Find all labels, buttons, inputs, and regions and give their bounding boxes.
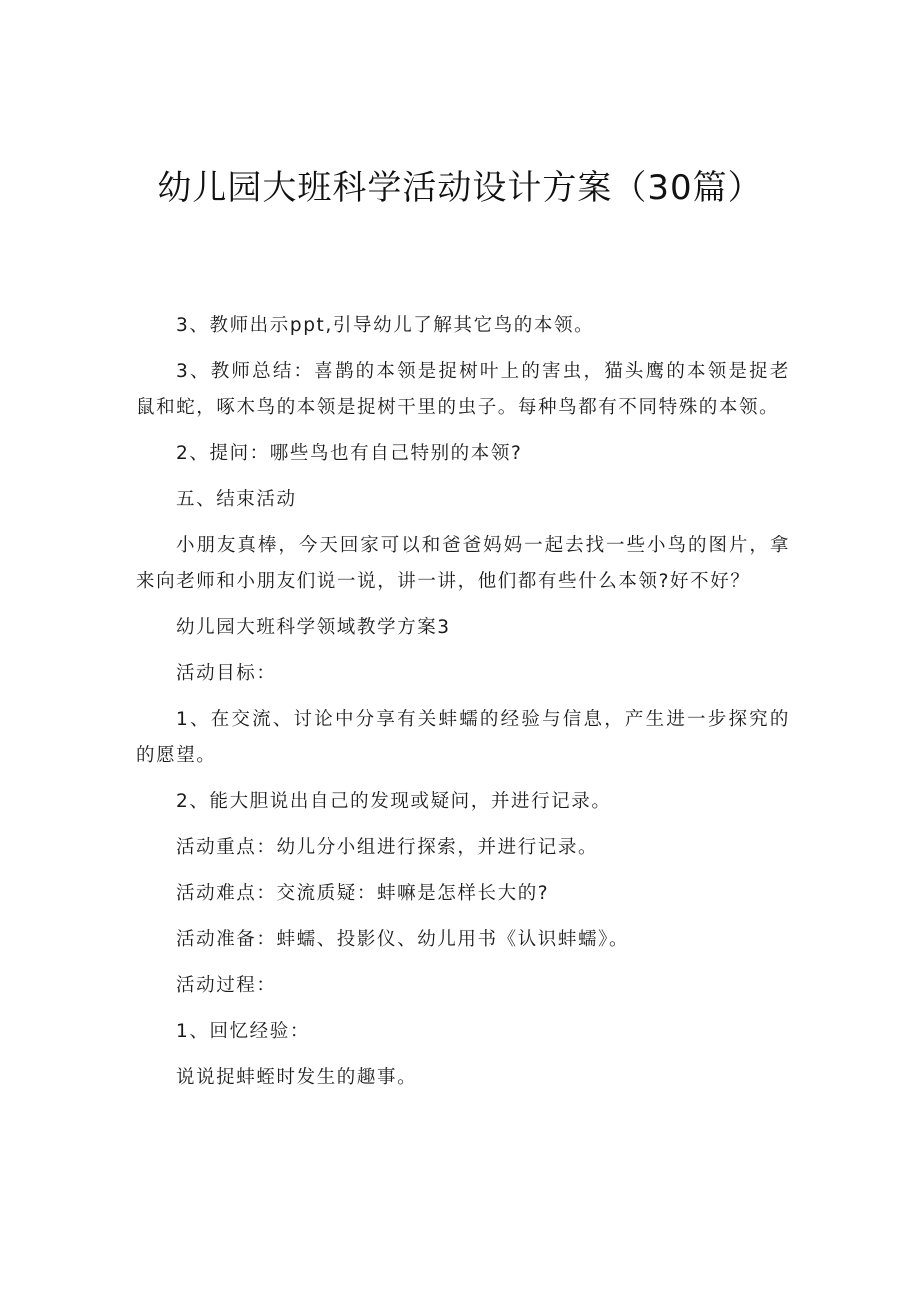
paragraph: 1、在交流、讨论中分享有关蚌蠕的经验与信息，产生进一步探究的的愿望。 [136, 709, 790, 766]
paragraph: 活动过程： [176, 975, 277, 996]
paragraph: 活动准备：蚌蠕、投影仪、幼儿用书《认识蚌蠕》。 [176, 929, 630, 950]
section-heading: 五、结束活动 [176, 489, 297, 510]
section-heading: 幼儿园大班科学领域教学方案3 [176, 617, 451, 638]
paragraph: 1、回忆经验： [176, 1021, 310, 1042]
paragraph: 活动重点：幼儿分小组进行探索，并进行记录。 [176, 837, 599, 858]
paragraph: 活动难点：交流质疑：蚌嘛是怎样长大的? [176, 883, 550, 904]
document-body [136, 308, 790, 1096]
paragraph: 2、提问：哪些鸟也有自己特别的本领? [176, 443, 523, 464]
paragraph: 活动目标： [176, 663, 277, 684]
paragraph: 2、能大胆说出自己的发现或疑问，并进行记录。 [176, 791, 612, 812]
paragraph: 3、教师出示ppt,引导幼儿了解其它鸟的本领。 [176, 315, 595, 336]
paragraph: 说说捉蚌蛭时发生的趣事。 [176, 1067, 418, 1088]
document-title: 幼儿园大班科学活动设计方案（30篇） [157, 168, 763, 208]
paragraph: 3、教师总结：喜鹊的本领是捉树叶上的害虫，猫头鹰的本领是捉老鼠和蛇，啄木鸟的本领是捉树干里的虫子。每种鸟都有不同特殊的本领。 [136, 361, 790, 418]
paragraph: 小朋友真棒，今天回家可以和爸爸妈妈一起去找一些小鸟的图片，拿来向老师和小朋友们说一说，讲一讲，他们都有些什么本领?好不好？ [136, 535, 790, 592]
